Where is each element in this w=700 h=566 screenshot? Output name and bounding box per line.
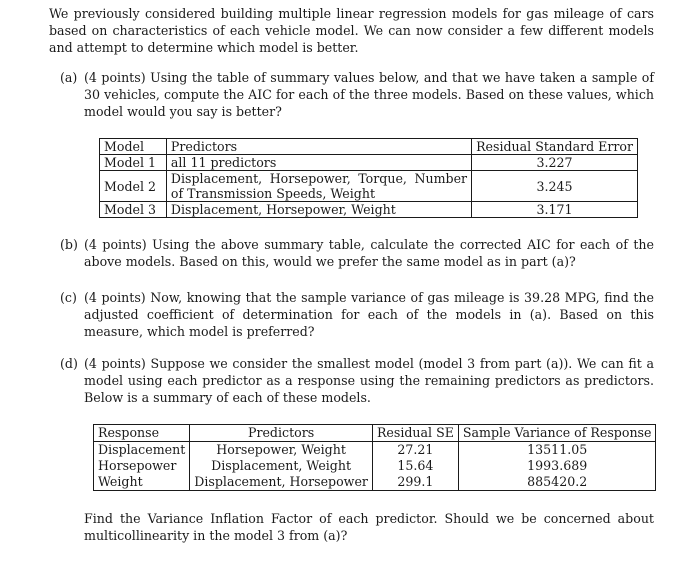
table-row <box>100 155 638 171</box>
question-part-d <box>60 356 654 406</box>
question-part-c <box>60 290 654 340</box>
part-a-text: (4 points) Using the table of summary values below, and that we have taken a sample of 30 vehicles, compute the AIC for each of the three models. Based on these values, which model would you say is better? <box>84 70 654 119</box>
question-part-b <box>60 237 654 271</box>
table-row <box>94 458 656 474</box>
part-c-text: (4 points) Now, knowing that the sample variance of gas mileage is 39.28 MPG, find the adjusted coefficient of determination for each of the models in (a). Based on this measure, which model is preferred? <box>84 290 654 339</box>
table-cell-sample-variance: 13511.05 <box>458 442 656 459</box>
vif-summary-table <box>93 424 656 491</box>
intro-paragraph: We previously considered building multiple linear regression models for gas mileage of cars based on characteristics of each vehicle model. We can now consider a few different models and attempt to determine which model is better. <box>49 6 654 55</box>
table-cell-predictors: all 11 predictors <box>166 155 471 171</box>
part-b-label: (b) <box>60 237 78 252</box>
table-header-response: Response <box>94 425 190 442</box>
table-cell-model: Model 1 <box>100 155 167 171</box>
table-cell-model: Model 2 <box>100 171 167 202</box>
table-cell-predictors: Displacement, Weight <box>190 458 373 474</box>
table-cell-residual-se: 299.1 <box>372 474 458 491</box>
table-cell-predictors: Horsepower, Weight <box>190 442 373 459</box>
part-d-text: (4 points) Suppose we consider the smallest model (model 3 from part (a)). We can fit a model using each predictor as a response using the remaining predictors as predictors. Below is a summary of each of these models. <box>84 356 654 405</box>
table-header-row <box>94 425 656 442</box>
table-cell-rse: 3.245 <box>472 171 638 202</box>
table-cell-sample-variance: 1993.689 <box>458 458 656 474</box>
table-cell-predictors: Displacement, Horsepower <box>190 474 373 491</box>
table-cell-model: Model 3 <box>100 202 167 218</box>
table-cell-sample-variance: 885420.2 <box>458 474 656 491</box>
part-d-label: (d) <box>60 356 78 371</box>
table-cell-rse: 3.227 <box>472 155 638 171</box>
model-summary-table <box>99 138 638 218</box>
table-header-rse: Residual Standard Error <box>472 139 638 155</box>
table-cell-response: Weight <box>98 474 143 489</box>
table-header-sample-variance: Sample Variance of Response <box>458 425 656 442</box>
table-header-model: Model <box>100 139 167 155</box>
table-header-row <box>100 139 638 155</box>
table-header-predictors: Predictors <box>166 139 471 155</box>
table-cell-predictors: Displacement, Horsepower, Torque, Number of Transmission Speeds, Weight <box>166 171 471 202</box>
table-row <box>100 171 638 202</box>
table-cell-response: Displacement <box>98 442 186 457</box>
table-row <box>94 474 656 491</box>
table-header-predictors: Predictors <box>190 425 373 442</box>
table-cell-rse: 3.171 <box>472 202 638 218</box>
table-cell-residual-se: 15.64 <box>372 458 458 474</box>
table-header-residual-se: Residual SE <box>372 425 458 442</box>
part-c-label: (c) <box>60 290 77 305</box>
part-a-label: (a) <box>60 70 78 85</box>
table-cell-residual-se: 27.21 <box>372 442 458 459</box>
table-cell-response: Horsepower <box>98 458 177 473</box>
table-row <box>100 202 638 218</box>
question-part-a <box>60 70 654 120</box>
part-b-text: (4 points) Using the above summary table, calculate the corrected AIC for each of the above models. Based on this, would we prefer the same model as in part (a)? <box>84 237 654 269</box>
table-row <box>94 442 656 459</box>
table-cell-predictors: Displacement, Horsepower, Weight <box>166 202 471 218</box>
final-question: Find the Variance Inflation Factor of each predictor. Should we be concerned about multicollinearity in the model 3 from (a)? <box>84 511 654 543</box>
